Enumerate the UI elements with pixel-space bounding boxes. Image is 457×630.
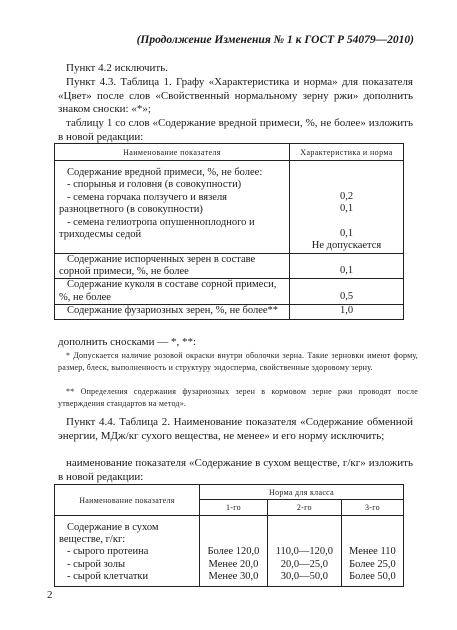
paragraph-footnote-intro: дополнить сносками — *, **: — [58, 336, 197, 348]
table-row — [55, 305, 404, 319]
table-cell-value: 0,5 — [290, 279, 404, 305]
table-cell-value: 1,0 — [290, 305, 404, 319]
footnote-1: * Допускается наличие розовой окраски внутри оболочки зерна. Такие зерновки имеют форму, размер, блеск, выполненность и структуру эндосперма, свойственные здоровому зерну. — [58, 351, 418, 372]
table-cell-name — [55, 516, 200, 587]
table-header-row — [55, 144, 404, 161]
paragraph-table2-intro: наименование показателя «Содержание в сухом веществе, г/кг» изложить в новой редакции: — [58, 457, 413, 483]
row-title: Содержание вредной примеси, %, не более: — [67, 167, 263, 178]
column-header-class-1: 1-го — [200, 500, 268, 516]
paragraph-4-4: Пункт 4.4. Таблица 2. Наименование показателя «Содержание обменной энергии, МДж/кг сухого вещества, не менее» и его норму исключить; — [58, 416, 413, 442]
table-row — [55, 279, 404, 305]
table-cell-value — [290, 161, 404, 254]
column-header-group: Норма для класса — [200, 485, 404, 500]
page-number: 2 — [47, 589, 53, 601]
table-cell-name: Содержание испорченных зерен в составе сорной примеси, %, не более — [55, 253, 290, 279]
table-row — [55, 516, 404, 587]
column-header-class-3: 3-го — [341, 500, 403, 516]
table-1 — [54, 143, 404, 320]
table-row — [55, 161, 404, 254]
table-cell-name: Содержание фузариозных зерен, %, не более** — [55, 305, 290, 319]
table-cell-value: 0,1 — [290, 253, 404, 279]
row-item: - сырой золы — [67, 558, 126, 570]
row-value: 0,1 — [339, 227, 354, 239]
paragraph-4-2: Пункт 4.2 исключить. — [66, 62, 168, 74]
row-value: 0,2 — [339, 191, 354, 202]
row-item: - спорынья и головня (в совокупности) — [67, 179, 242, 191]
row-value: Более 25,0 — [349, 558, 396, 570]
table-cell-name — [55, 161, 290, 254]
row-item: - семена горчака ползучего и вязеля разноцветного (в совокупности) — [59, 191, 228, 216]
row-value: Менее 30,0 — [208, 570, 259, 582]
row-item: - семена гелиотропа опушенноплодного и триходесмы седой — [59, 216, 255, 241]
table-2 — [54, 484, 404, 587]
row-value: Менее 20,0 — [208, 558, 259, 570]
row-title: Содержание в сухом веществе, г/кг: — [59, 522, 159, 546]
row-value: 30,0—50,0 — [280, 570, 328, 582]
table-cell-class-3 — [341, 516, 403, 587]
row-value: Более 120,0 — [207, 546, 260, 558]
column-header-norm: Характеристика и норма — [290, 144, 404, 161]
row-value: 110,0—120,0 — [275, 546, 334, 558]
footnote-2: ** Определения содержания фузариозных зерен в кормовом зерне ржи проводят после утверждения стандартов на метод». — [58, 387, 418, 408]
column-header-class-2: 2-го — [267, 500, 341, 516]
table-row — [55, 253, 404, 279]
row-value: 20,0—25,0 — [280, 558, 328, 570]
table-cell-class-1 — [200, 516, 268, 587]
column-header-name: Наименование показателя — [55, 485, 200, 516]
row-value: Не допускается — [311, 240, 382, 252]
row-value: 0,1 — [339, 203, 354, 215]
paragraph-table1-intro: таблицу 1 со слов «Содержание вредной примеси, %, не более» изложить в новой редакции: — [58, 117, 413, 143]
table-header-row — [55, 485, 404, 500]
page-header: (Продолжение Изменения № 1 к ГОСТ Р 54079—2010) — [136, 34, 414, 46]
paragraph-4-3: Пункт 4.3. Таблица 1. Графу «Характеристика и норма» для показателя «Цвет» после слов «Свойственный нормальному зерну ржи» дополнить знаком сноски: «*»; — [58, 76, 413, 116]
row-item: - сырого протеина — [67, 546, 149, 558]
column-header-name: Наименование показателя — [55, 144, 290, 161]
row-item: - сырой клетчатки — [67, 570, 149, 582]
table-cell-name: Содержание куколя в составе сорной примеси, %, не более — [55, 279, 290, 305]
row-value: Более 50,0 — [349, 570, 396, 582]
row-value: Менее 110 — [349, 546, 396, 558]
table-cell-class-2 — [267, 516, 341, 587]
